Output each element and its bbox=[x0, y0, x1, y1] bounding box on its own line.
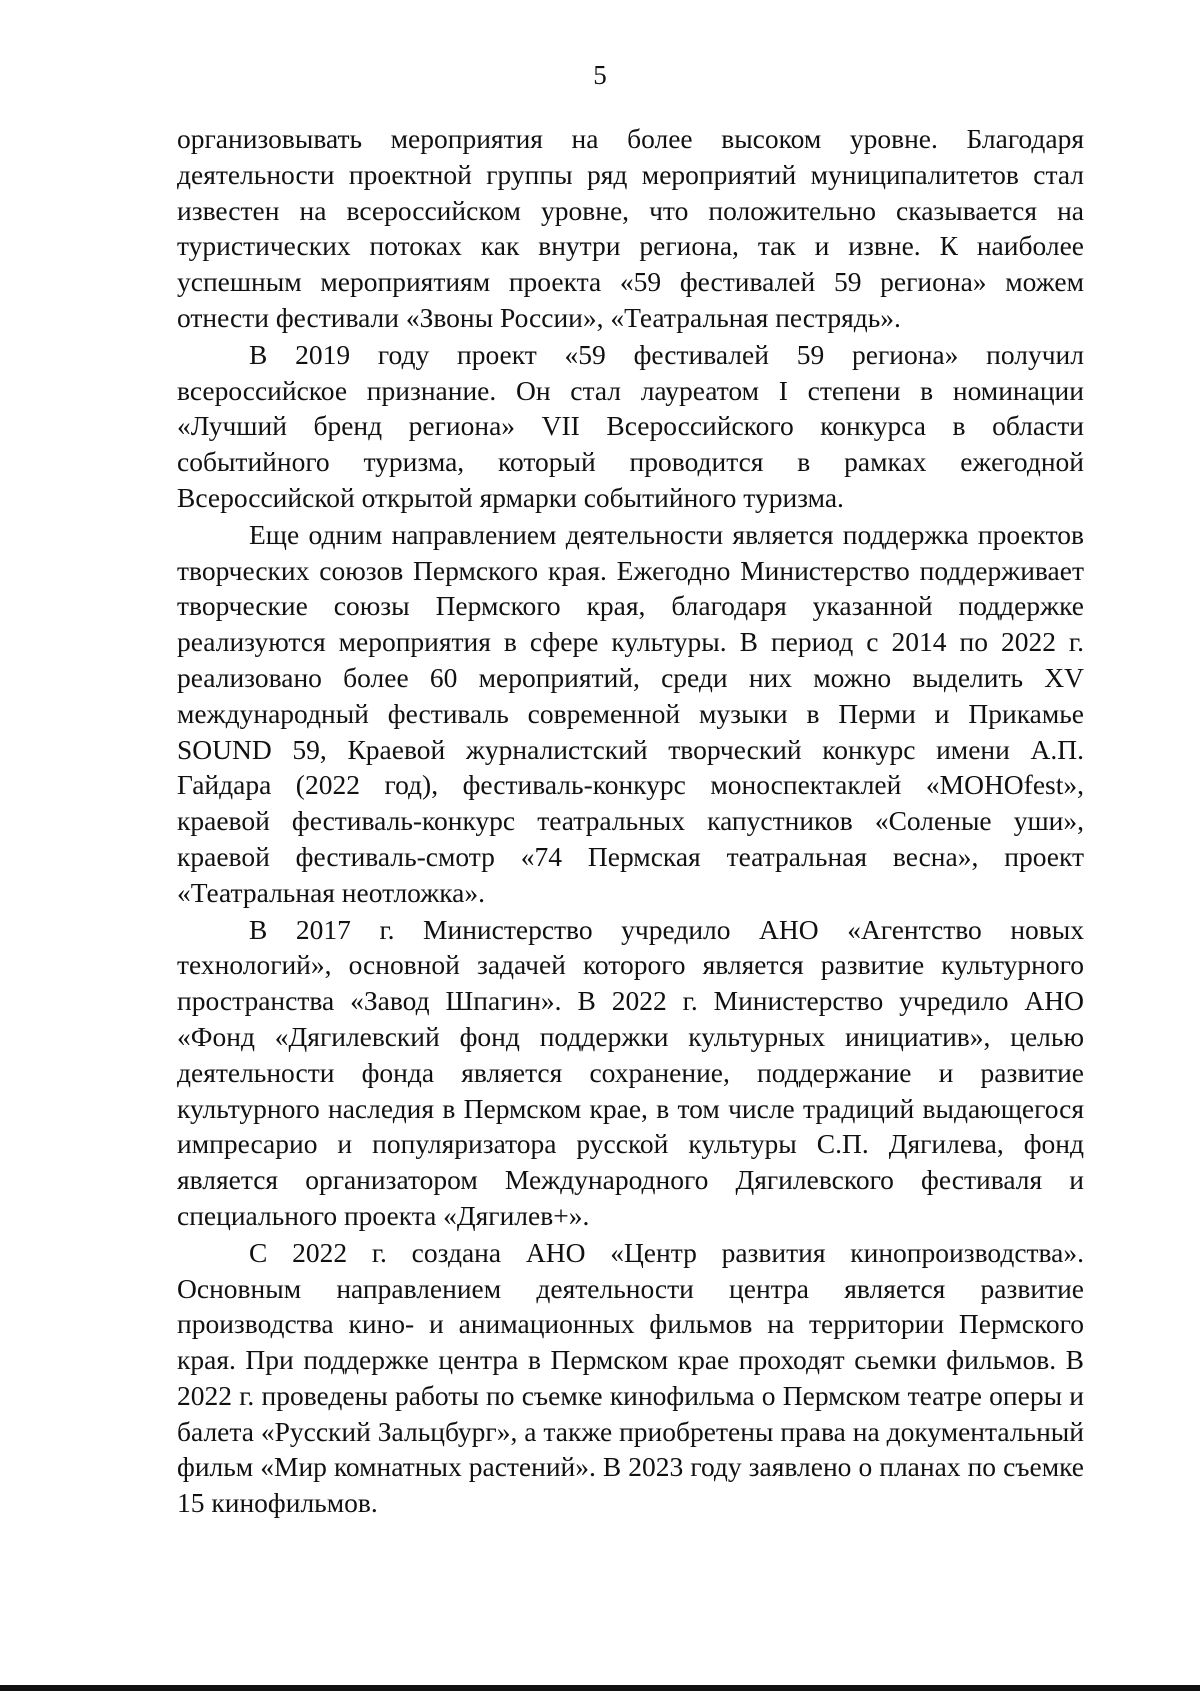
paragraph-3: Еще одним направлением деятельности является поддержка проектов творческих союзов Пермского края. Ежегодно Министерство поддерживает творческие союзы Пермского края, благодаря указанной поддержке реализуются мероприятия в сфере культуры. В период с 2014 по 2022 г. реализовано более 60 мероприятий, среди них можно выделить XV международный фестиваль современной музыки в Перми и Прикамье SOUND 59, Краевой журналистский творческий конкурс имени А.П. Гайдара (2022 год), фестиваль-конкурс моноспектаклей «МОНОfest», краевой фестиваль-конкурс театральных капустников «Соленые уши», краевой фестиваль-смотр «74 Пермская театральная весна», проект «Театральная неотложка». bbox=[177, 518, 1084, 908]
paragraph-2: В 2019 году проект «59 фестивалей 59 региона» получил всероссийское признание. Он стал лауреатом I степени в номинации «Лучший бренд региона» VII Всероссийского конкурса в области событийного туризма, который проводится в рамках ежегодной Всероссийской открытой ярмарки событийного туризма. bbox=[177, 338, 1084, 513]
page-number: 5 bbox=[593, 60, 607, 90]
paragraph-4: В 2017 г. Министерство учредило АНО «Агентство новых технологий», основной задачей которого является развитие культурного пространства «Завод Шпагин». В 2022 г. Министерство учредило АНО «Фонд «Дягилевский фонд поддержки культурных инициатив», целью деятельности фонда является сохранение, поддержание и развитие культурного наследия в Пермском крае, в том числе традиций выдающегося импресарио и популяризатора русской культуры С.П. Дягилева, фонд является организатором Международного Дягилевского фестиваля и специального проекта «Дягилев+». bbox=[177, 913, 1084, 1231]
paragraph-1: организовывать мероприятия на более высоком уровне. Благодаря деятельности проектной группы ряд мероприятий муниципалитетов стал известен на всероссийском уровне, что положительно сказывается на туристических потоках как внутри региона, так и извне. К наиболее успешным мероприятиям проекта «59 фестивалей 59 региона» можем отнести фестивали «Звоны России», «Театральная пестрядь». bbox=[177, 123, 1084, 333]
paragraph-5: С 2022 г. создана АНО «Центр развития кинопроизводства». Основным направлением деятельности центра является развитие производства кино- и анимационных фильмов на территории Пермского края. При поддержке центра в Пермском крае проходят сьемки фильмов. В 2022 г. проведены работы по съемке кинофильма о Пермском театре оперы и балета «Русский Зальцбург», а также приобретены права на документальный фильм «Мир комнатных растений». В 2023 году заявлено о планах по съемке 15 кинофильмов. bbox=[177, 1236, 1084, 1519]
document-body bbox=[177, 121, 1084, 1522]
scan-edge bbox=[0, 1685, 1200, 1691]
